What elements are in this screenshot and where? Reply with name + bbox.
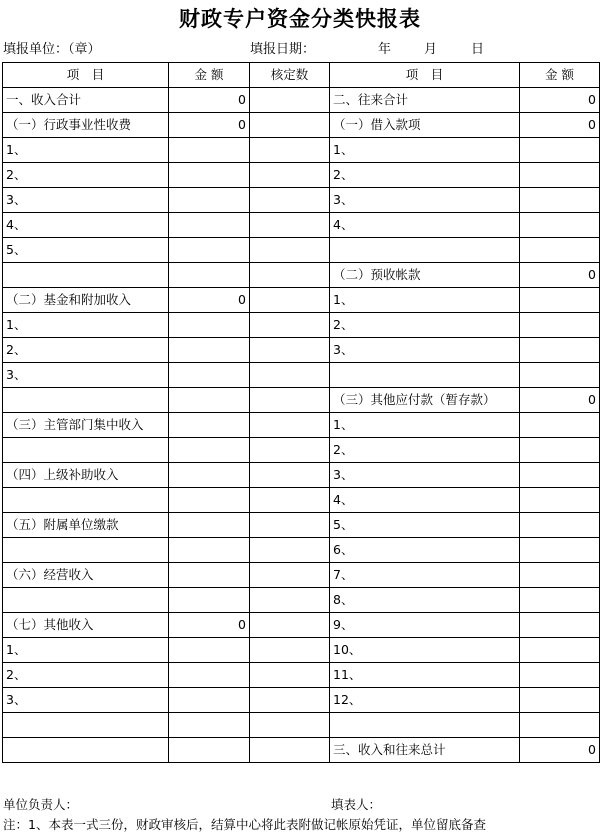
right-item-cell: [330, 238, 520, 263]
left-item-cell: 3、: [3, 688, 169, 713]
left-amount-cell: [169, 688, 250, 713]
right-amount-cell: [520, 588, 600, 613]
table-row: [3, 113, 600, 138]
col-header-check-amount: 核定数: [250, 63, 330, 88]
right-amount-cell: [520, 613, 600, 638]
right-amount-cell: [520, 638, 600, 663]
table-row: [3, 313, 600, 338]
check-amount-cell: [250, 313, 330, 338]
right-item-cell: [330, 363, 520, 388]
left-item-cell: [3, 713, 169, 738]
left-amount-cell: [169, 563, 250, 588]
left-item-cell: 3、: [3, 363, 169, 388]
left-amount-cell: [169, 738, 250, 763]
left-item-cell: 5、: [3, 238, 169, 263]
right-item-cell: 2、: [330, 438, 520, 463]
right-item-cell: 3、: [330, 338, 520, 363]
table-row: [3, 588, 600, 613]
right-item-cell: 4、: [330, 488, 520, 513]
reporting-unit-label: 填报单位：（章）: [3, 42, 101, 57]
right-item-cell: 12、: [330, 688, 520, 713]
right-item-cell: （三）其他应付款（暂存款）: [330, 388, 520, 413]
table-row: [3, 488, 600, 513]
table-row: [3, 638, 600, 663]
table-row: [3, 713, 600, 738]
check-amount-cell: [250, 513, 330, 538]
right-amount-cell: [520, 413, 600, 438]
right-amount-cell: 0: [520, 88, 600, 113]
left-amount-cell: [169, 238, 250, 263]
check-amount-cell: [250, 563, 330, 588]
left-item-cell: （三）主管部门集中收入: [3, 413, 169, 438]
left-amount-cell: 0: [169, 288, 250, 313]
check-amount-cell: [250, 588, 330, 613]
check-amount-cell: [250, 438, 330, 463]
left-item-cell: 2、: [3, 338, 169, 363]
right-amount-cell: [520, 663, 600, 688]
reporting-date-label: 填报日期：: [250, 42, 316, 57]
footer-note: 注：1、本表一式三份，财政审核后，结算中心将此表附做记帐原始凭证，单位留底备查: [3, 817, 486, 832]
table-row: [3, 338, 600, 363]
left-amount-cell: 0: [169, 88, 250, 113]
left-amount-cell: [169, 713, 250, 738]
left-item-cell: [3, 438, 169, 463]
left-item-cell: （一）行政事业性收费: [3, 113, 169, 138]
right-item-cell: 11、: [330, 663, 520, 688]
right-item-cell: 二、往来合计: [330, 88, 520, 113]
right-item-cell: 1、: [330, 138, 520, 163]
left-amount-cell: [169, 663, 250, 688]
check-amount-cell: [250, 363, 330, 388]
col-header-left-item: 项 目: [3, 63, 169, 88]
left-amount-cell: 0: [169, 113, 250, 138]
right-amount-cell: 0: [520, 388, 600, 413]
check-amount-cell: [250, 263, 330, 288]
left-amount-cell: [169, 488, 250, 513]
right-item-cell: 1、: [330, 288, 520, 313]
right-item-cell: 2、: [330, 163, 520, 188]
table-header-row: [3, 63, 600, 88]
check-amount-cell: [250, 738, 330, 763]
right-item-cell: （一）借入款项: [330, 113, 520, 138]
table-row: [3, 613, 600, 638]
check-amount-cell: [250, 613, 330, 638]
check-amount-cell: [250, 538, 330, 563]
left-item-cell: 2、: [3, 163, 169, 188]
table-row: [3, 388, 600, 413]
left-item-cell: [3, 538, 169, 563]
check-amount-cell: [250, 138, 330, 163]
right-item-cell: 9、: [330, 613, 520, 638]
table-row: [3, 738, 600, 763]
left-amount-cell: [169, 363, 250, 388]
right-item-cell: 3、: [330, 463, 520, 488]
left-amount-cell: [169, 588, 250, 613]
right-item-cell: 1、: [330, 413, 520, 438]
col-header-left-amount: 金 额: [169, 63, 250, 88]
left-amount-cell: [169, 313, 250, 338]
left-item-cell: （五）附属单位缴款: [3, 513, 169, 538]
left-item-cell: [3, 263, 169, 288]
check-amount-cell: [250, 188, 330, 213]
table-row: [3, 213, 600, 238]
col-header-right-item: 项 目: [330, 63, 520, 88]
left-item-cell: 3、: [3, 188, 169, 213]
left-item-cell: [3, 738, 169, 763]
right-item-cell: 6、: [330, 538, 520, 563]
table-row: [3, 538, 600, 563]
right-amount-cell: [520, 163, 600, 188]
right-amount-cell: [520, 713, 600, 738]
left-amount-cell: [169, 388, 250, 413]
right-item-cell: （二）预收帐款: [330, 263, 520, 288]
left-item-cell: （七）其他收入: [3, 613, 169, 638]
right-amount-cell: [520, 213, 600, 238]
left-item-cell: [3, 488, 169, 513]
right-amount-cell: 0: [520, 113, 600, 138]
right-amount-cell: [520, 513, 600, 538]
left-amount-cell: [169, 513, 250, 538]
right-amount-cell: [520, 463, 600, 488]
right-amount-cell: [520, 538, 600, 563]
left-amount-cell: [169, 463, 250, 488]
unit-leader-label: 单位负责人：: [3, 797, 79, 812]
check-amount-cell: [250, 663, 330, 688]
right-item-cell: 2、: [330, 313, 520, 338]
right-amount-cell: [520, 438, 600, 463]
right-amount-cell: 0: [520, 263, 600, 288]
check-amount-cell: [250, 463, 330, 488]
check-amount-cell: [250, 88, 330, 113]
col-header-right-amount: 金 额: [520, 63, 600, 88]
table-row: [3, 563, 600, 588]
date-month-label: 月: [424, 42, 438, 57]
left-amount-cell: [169, 163, 250, 188]
report-table-body: [3, 63, 600, 763]
check-amount-cell: [250, 688, 330, 713]
right-item-cell: 5、: [330, 513, 520, 538]
table-row: [3, 288, 600, 313]
right-amount-cell: [520, 338, 600, 363]
table-row: [3, 88, 600, 113]
left-amount-cell: [169, 413, 250, 438]
right-amount-cell: [520, 288, 600, 313]
table-row: [3, 363, 600, 388]
right-amount-cell: [520, 488, 600, 513]
right-amount-cell: [520, 363, 600, 388]
left-amount-cell: [169, 338, 250, 363]
left-item-cell: 1、: [3, 638, 169, 663]
right-item-cell: [330, 713, 520, 738]
check-amount-cell: [250, 238, 330, 263]
right-amount-cell: [520, 563, 600, 588]
left-item-cell: 4、: [3, 213, 169, 238]
check-amount-cell: [250, 163, 330, 188]
left-item-cell: 1、: [3, 138, 169, 163]
left-amount-cell: [169, 213, 250, 238]
check-amount-cell: [250, 388, 330, 413]
table-row: [3, 163, 600, 188]
table-row: [3, 238, 600, 263]
left-amount-cell: [169, 263, 250, 288]
left-item-cell: （二）基金和附加收入: [3, 288, 169, 313]
table-row: [3, 463, 600, 488]
right-amount-cell: 0: [520, 738, 600, 763]
right-amount-cell: [520, 688, 600, 713]
table-row: [3, 188, 600, 213]
left-item-cell: 1、: [3, 313, 169, 338]
right-amount-cell: [520, 188, 600, 213]
report-table: [2, 62, 600, 763]
table-row: [3, 413, 600, 438]
right-amount-cell: [520, 238, 600, 263]
check-amount-cell: [250, 413, 330, 438]
left-amount-cell: [169, 188, 250, 213]
table-row: [3, 138, 600, 163]
check-amount-cell: [250, 288, 330, 313]
left-item-cell: 一、收入合计: [3, 88, 169, 113]
date-year-label: 年: [378, 42, 392, 57]
right-item-cell: 8、: [330, 588, 520, 613]
check-amount-cell: [250, 713, 330, 738]
left-amount-cell: [169, 538, 250, 563]
check-amount-cell: [250, 638, 330, 663]
left-item-cell: 2、: [3, 663, 169, 688]
date-day-label: 日: [471, 42, 485, 57]
right-amount-cell: [520, 313, 600, 338]
left-item-cell: [3, 588, 169, 613]
right-item-cell: 10、: [330, 638, 520, 663]
right-item-cell: 7、: [330, 563, 520, 588]
left-amount-cell: [169, 438, 250, 463]
left-amount-cell: [169, 138, 250, 163]
right-item-cell: 3、: [330, 188, 520, 213]
check-amount-cell: [250, 338, 330, 363]
table-row: [3, 438, 600, 463]
check-amount-cell: [250, 488, 330, 513]
table-row: [3, 663, 600, 688]
right-amount-cell: [520, 138, 600, 163]
left-item-cell: [3, 388, 169, 413]
check-amount-cell: [250, 213, 330, 238]
right-item-cell: 4、: [330, 213, 520, 238]
check-amount-cell: [250, 113, 330, 138]
left-item-cell: （四）上级补助收入: [3, 463, 169, 488]
filler-label: 填表人：: [331, 797, 382, 812]
table-row: [3, 513, 600, 538]
table-row: [3, 688, 600, 713]
report-title: 财政专户资金分类快报表: [179, 7, 421, 31]
left-amount-cell: 0: [169, 613, 250, 638]
table-row: [3, 263, 600, 288]
left-item-cell: （六）经营收入: [3, 563, 169, 588]
left-amount-cell: [169, 638, 250, 663]
right-item-cell: 三、收入和往来总计: [330, 738, 520, 763]
